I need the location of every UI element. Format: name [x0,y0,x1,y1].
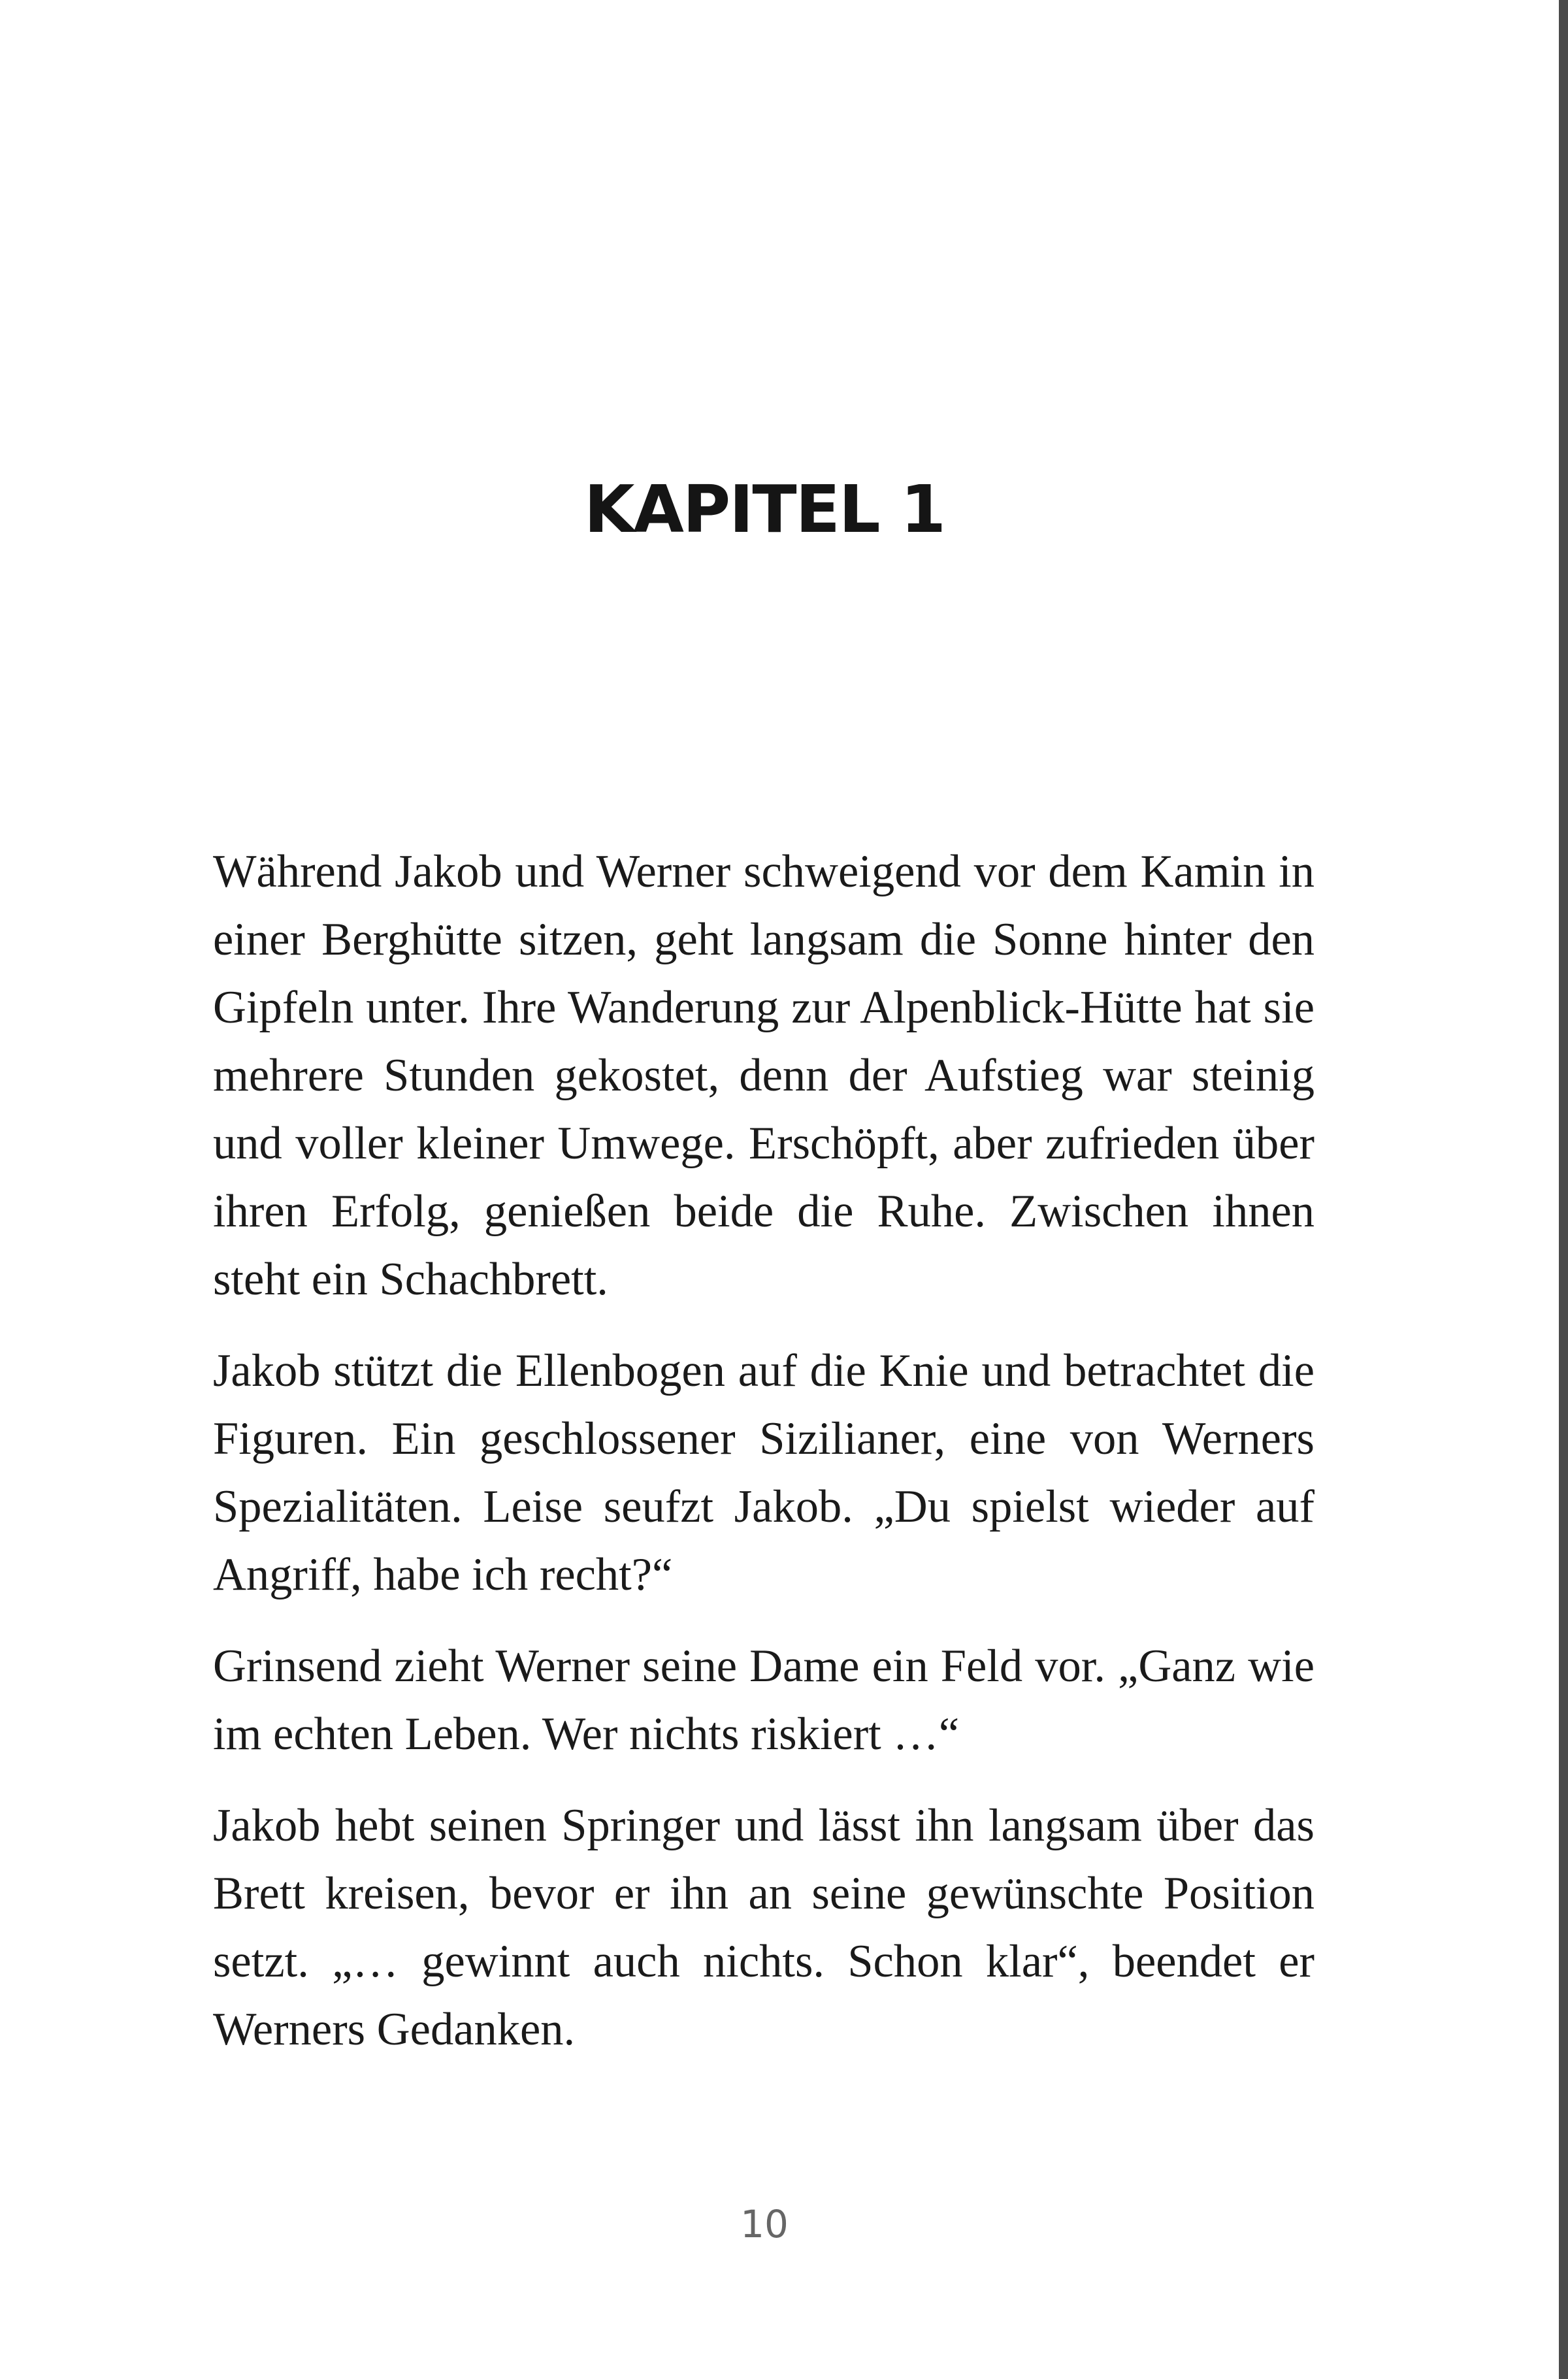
page-number: 10 [740,2202,789,2246]
paragraph: Grinsend zieht Werner seine Dame ein Feld vor. „Ganz wie im echten Leben. Wer nichts riskiert …“ [213,1641,1315,1760]
paragraph: Jakob stützt die Ellenbogen auf die Knie und betrachtet die Figuren. Ein geschlossener Sizilianer, eine von Werners Spezialitäten. Leise seufzt Jakob. „Du spielst wieder auf Angriff, habe ich recht?“ [213,1345,1315,1600]
page-edge-border [1559,0,1568,2379]
paragraph: Während Jakob und Werner schweigend vor dem Kamin in einer Berghütte sitzen, geht langsam die Sonne hinter den Gipfeln unter. Ihre Wanderung zur Alpenblick-Hütte hat sie mehrere Stunden gekostet, denn der Aufstieg war steinig und voller kleiner Umwege. Erschöpft, aber zufrieden über ihren Erfolg, genießen beide die Ruhe. Zwischen ihnen steht ein Schachbrett. [213,846,1315,1305]
chapter-title: KAPITEL 1 [583,471,945,548]
paragraph: Jakob hebt seinen Springer und lässt ihn langsam über das Brett kreisen, bevor er ihn an seine gewünschte Position setzt. „… gewinnt auch nichts. Schon klar“, beendet er Werners Gedanken. [213,1800,1315,2055]
chapter-body [213,838,1315,2087]
